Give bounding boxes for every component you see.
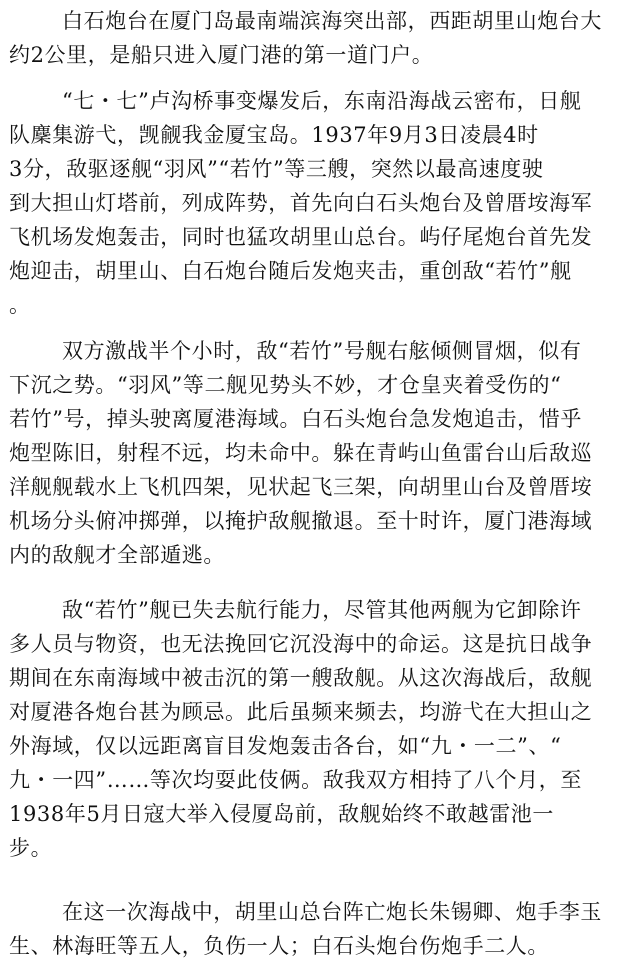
text-line: 步。 bbox=[9, 836, 53, 860]
text-line: 。 bbox=[9, 293, 31, 317]
text-line: 外海域，仅以远距离盲目发炮轰击各台，如“九・一二”、“ bbox=[9, 734, 562, 758]
text-line: 期间在东南海域中被击沉的第一艘敌舰。从这次海战后，敌舰 bbox=[9, 666, 593, 690]
text-line: 若竹”号，掉头驶离厦港海域。白石头炮台急发炮追击，惜乎 bbox=[9, 407, 582, 431]
text-line: 队麇集游弋，觊觎我金厦宝岛。1937年9月3日凌晨4时 bbox=[9, 123, 539, 147]
text-line: “七・七”卢沟桥事变爆发后，东南沿海战云密布，日舰 bbox=[62, 89, 582, 113]
text-line: 洋舰舰载水上飞机四架，见状起飞三架，向胡里山台及曾厝垵 bbox=[9, 475, 593, 499]
paragraph-battle-start bbox=[0, 84, 640, 322]
text-line: 对厦港各炮台甚为顾忌。此后虽频来频去，均游弋在大担山之 bbox=[9, 700, 593, 724]
text-line: 机场分头俯冲掷弹，以掩护敌舰撤退。至十时许，厦门港海域 bbox=[9, 509, 593, 533]
text-line: 飞机场发炮轰击，同时也猛攻胡里山总台。屿仔尾炮台首先发 bbox=[9, 225, 593, 249]
text-line: 在这一次海战中，胡里山总台阵亡炮长朱锡卿、炮手李玉 bbox=[62, 900, 602, 924]
paragraph-aftermath bbox=[0, 593, 640, 865]
text-line: 下沉之势。“羽风”等二舰见势头不妙，才仓皇夹着受伤的“ bbox=[9, 373, 562, 397]
text-line: 白石炮台在厦门岛最南端滨海突出部，西距胡里山炮台大 bbox=[62, 9, 602, 33]
text-line: 多人员与物资，也无法挽回它沉没海中的命运。这是抗日战争 bbox=[9, 632, 593, 656]
text-line: 炮型陈旧，射程不远，均未命中。躲在青屿山鱼雷台山后敌巡 bbox=[9, 441, 593, 465]
text-line: 九・一四”……等次均耍此伎俩。敌我双方相持了八个月，至 bbox=[9, 768, 582, 792]
text-line: 3分，敌驱逐舰“羽风”“若竹”等三艘，突然以最高速度驶 bbox=[9, 157, 544, 181]
paragraph-casualties bbox=[0, 895, 640, 963]
text-line: 1938年5月日寇大举入侵厦岛前，敌舰始终不敢越雷池一 bbox=[9, 802, 555, 826]
text-line: 炮迎击，胡里山、白石炮台随后发炮夹击，重创敌“若竹”舰 bbox=[9, 259, 572, 283]
text-line: 双方激战半个小时，敌“若竹”号舰右舷倾侧冒烟，似有 bbox=[62, 339, 582, 363]
paragraph-battle-result bbox=[0, 334, 640, 572]
paragraph-baishi-intro bbox=[0, 4, 640, 72]
text-line: 约2公里，是船只进入厦门港的第一道门户。 bbox=[9, 43, 434, 67]
text-line: 内的敌舰才全部遁逃。 bbox=[9, 543, 225, 567]
text-line: 生、林海旺等五人，负伤一人；白石头炮台伤炮手二人。 bbox=[9, 934, 549, 958]
text-line: 到大担山灯塔前，列成阵势，首先向白石头炮台及曾厝垵海军 bbox=[9, 191, 593, 215]
text-line: 敌“若竹”舰已失去航行能力，尽管其他两舰为它卸除许 bbox=[62, 598, 582, 622]
